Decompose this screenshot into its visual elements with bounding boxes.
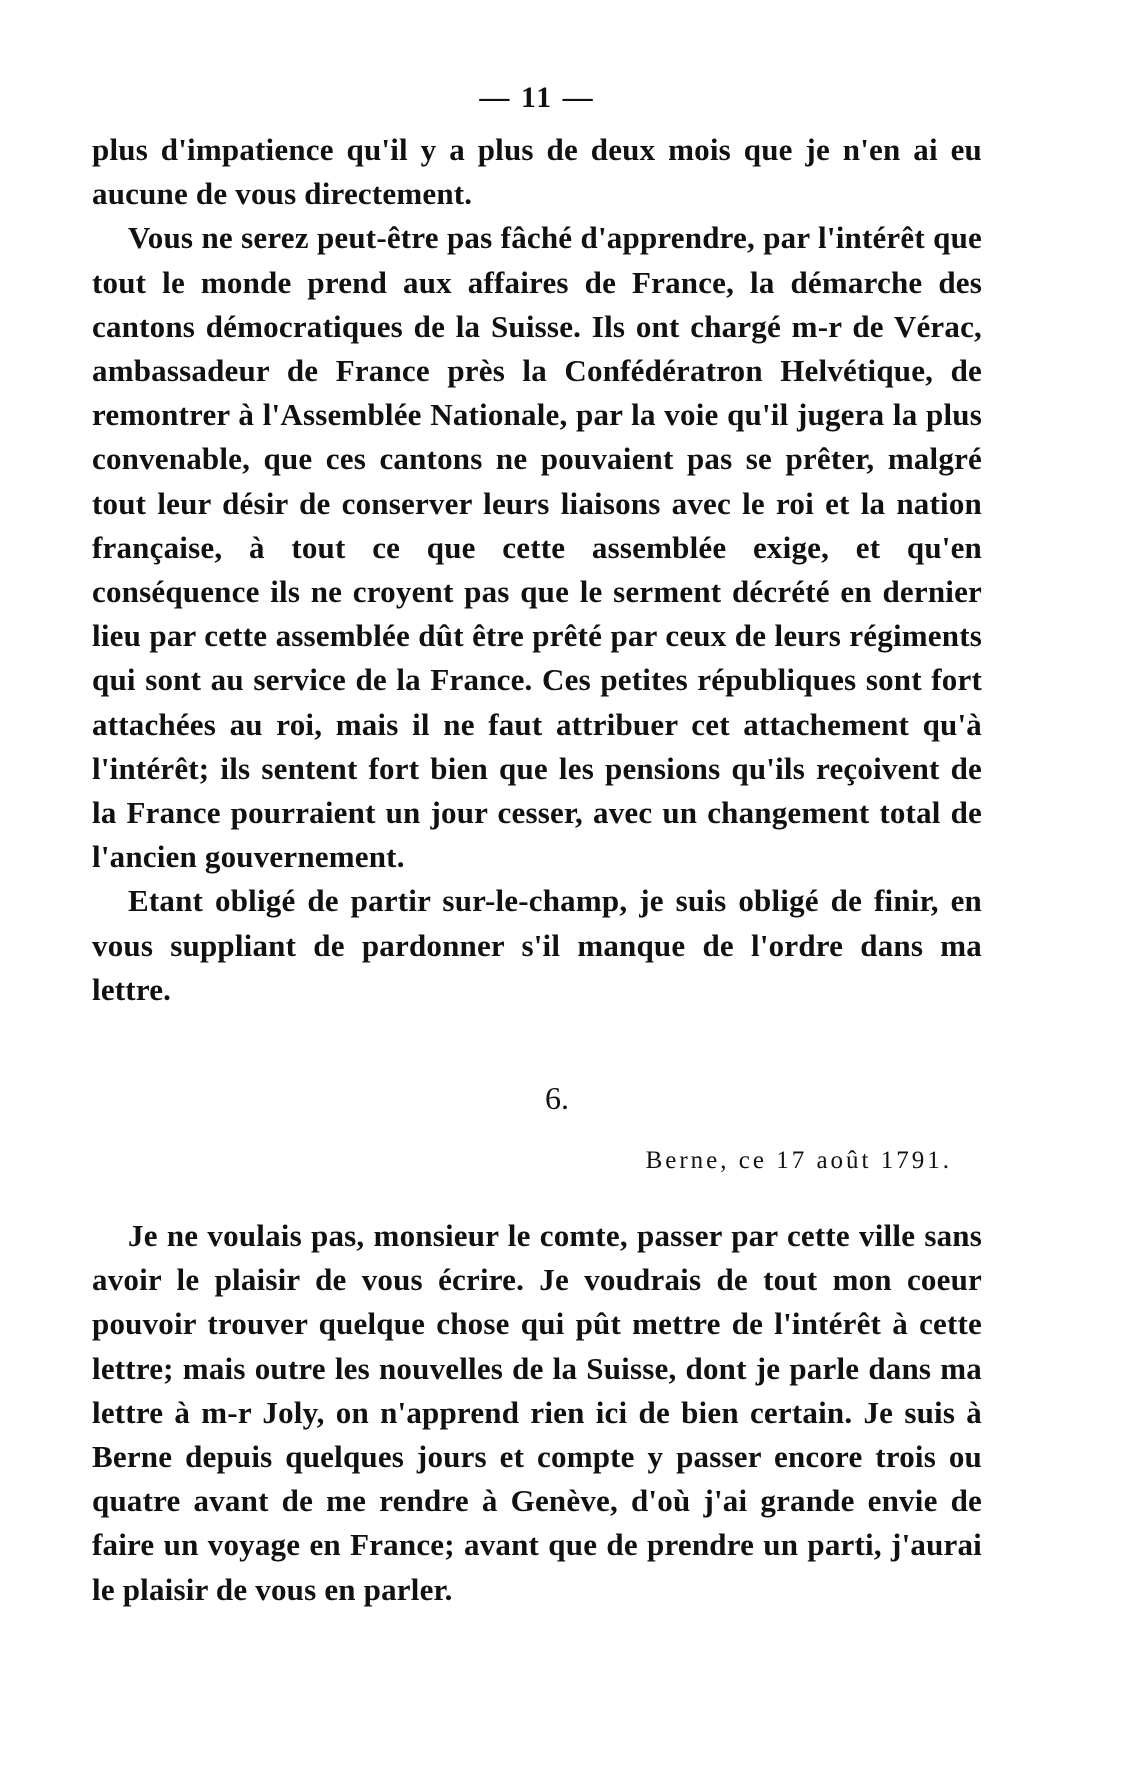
letter-body: Je ne voulais pas, monsieur le comte, passer par cette ville sans avoir le plaisir de vous écrire. Je voudrais de tout mon coeur pouvoir trouver quelque chose qui pût mettre de l'intérêt à cette lettre; mais outre les nouvelles de la Suisse, dont je parle dans ma lettre à m-r Joly, on n'apprend rien ici de bien certain. Je suis à Berne depuis quelques jours et compte y passer encore trois ou quatre avant de me rendre à Genève, d'où j'ai grande envie de faire un voyage en France; avant que de prendre un parti, j'aurai le plaisir de vous en parler. bbox=[92, 1218, 982, 1607]
letter-dateline: Berne, ce 17 août 1791. bbox=[645, 1147, 952, 1175]
continued-paragraph: plus d'impatience qu'il y a plus de deux mois que je n'en ai eu aucune de vous directement. bbox=[92, 132, 982, 212]
book-page bbox=[92, 78, 982, 1718]
paragraph-cantons: Vous ne serez peut-être pas fâché d'apprendre, par l'intérêt que tout le monde prend aux affaires de France, la démarche des cantons démocratiques de la Suisse. Ils ont chargé m-r de Vérac, ambassadeur de France près la Confédératron Helvétique, de remontrer à l'Assemblée Nationale, par la voie qu'il jugera la plus convenable, que ces cantons ne pouvaient pas se prêter, malgré tout leur désir de conserver leurs liaisons avec le roi et la nation française, à tout ce que cette assemblée exige, et qu'en conséquence ils ne croyent pas que le serment décrété en dernier lieu par cette assemblée dût être prêté par ceux de leurs régiments qui sont au service de la France. Ces petites républiques sont fort attachées au roi, mais il ne faut attribuer cet attachement qu'à l'intérêt; ils sentent fort bien que les pensions qu'ils reçoivent de la France pourraient un jour cesser, avec un changement total de l'ancien gouvernement. bbox=[92, 220, 982, 875]
paragraph-closing: Etant obligé de partir sur-le-champ, je suis obligé de finir, en vous suppliant de pardonner s'il manque de l'ordre dans ma lettre. bbox=[92, 883, 982, 1007]
letter-number: 6. bbox=[545, 1080, 569, 1117]
page-number: — 11 — bbox=[479, 81, 595, 114]
